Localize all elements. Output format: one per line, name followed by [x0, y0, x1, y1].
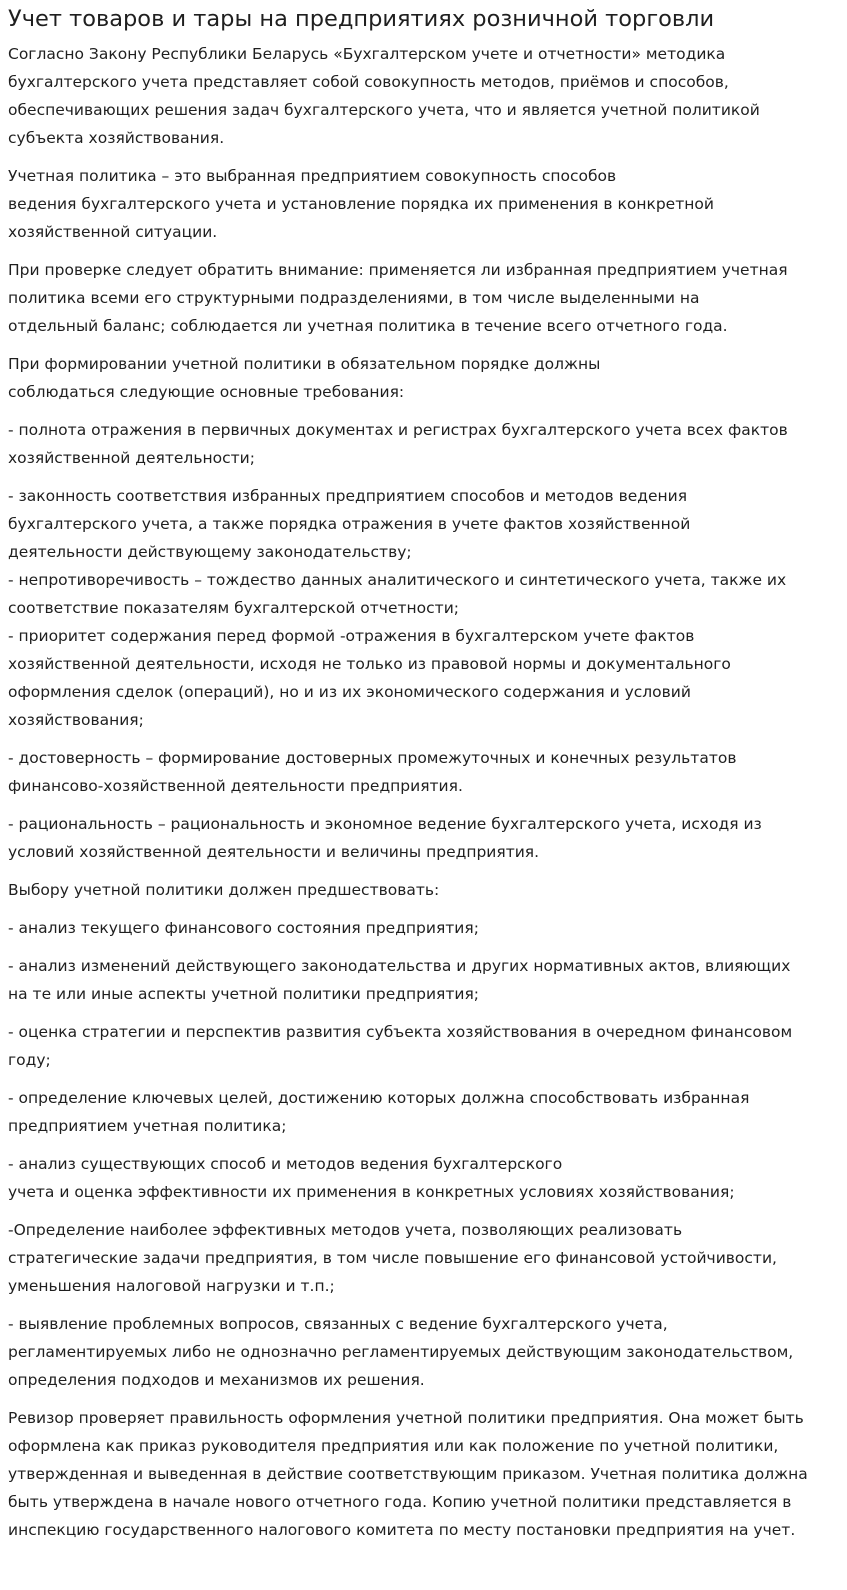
paragraph-line: ведения бухгалтерского учета и установление порядка их применения в конкретной	[8, 195, 714, 213]
document-body	[8, 40, 839, 1544]
paragraph-line: оформления сделок (операций), но и из их экономического содержания и условий	[8, 683, 691, 701]
paragraph-line: инспекцию государственного налогового комитета по месту постановки предприятия на учет.	[8, 1521, 796, 1539]
paragraph	[8, 1404, 839, 1544]
paragraph-line: уменьшения налоговой нагрузки и т.п.;	[8, 1277, 335, 1295]
paragraph-line: Ревизор проверяет правильность оформления учетной политики предприятия. Она может быть	[8, 1409, 804, 1427]
paragraph-line: - достоверность – формирование достоверных промежуточных и конечных результатов	[8, 749, 737, 767]
page-title: Учет товаров и тары на предприятиях розничной торговли	[8, 6, 715, 32]
paragraph	[8, 416, 839, 472]
paragraph	[8, 1310, 839, 1394]
paragraph	[8, 810, 839, 866]
paragraph-line: - рациональность – рациональность и экономное ведение бухгалтерского учета, исходя из	[8, 815, 762, 833]
paragraph	[8, 952, 839, 1008]
paragraph-line: быть утверждена в начале нового отчетного года. Копию учетной политики представляется в	[8, 1493, 792, 1511]
paragraph-line: - анализ изменений действующего законодательства и других нормативных актов, влияющих	[8, 957, 791, 975]
paragraph-line: финансово-хозяйственной деятельности предприятия.	[8, 777, 463, 795]
paragraph-line: обеспечивающих решения задач бухгалтерского учета, что и является учетной политикой	[8, 101, 760, 119]
paragraph	[8, 876, 839, 904]
paragraph	[8, 1018, 839, 1074]
paragraph-line: хозяйственной деятельности;	[8, 449, 255, 467]
paragraph-line: деятельности действующему законодательству;	[8, 543, 412, 561]
paragraph-line: соответствие показателям бухгалтерской отчетности;	[8, 599, 459, 617]
paragraph-line: субъекта хозяйствования.	[8, 129, 225, 147]
paragraph-line: При проверке следует обратить внимание: применяется ли избранная предприятием учетная	[8, 261, 788, 279]
paragraph-line: регламентируемых либо не однозначно регламентируемых действующим законодательством,	[8, 1343, 794, 1361]
paragraph-line: - полнота отражения в первичных документах и регистрах бухгалтерского учета всех фактов	[8, 421, 788, 439]
paragraph-line: соблюдаться следующие основные требования:	[8, 383, 405, 401]
paragraph	[8, 482, 839, 734]
paragraph-line: хозяйственной деятельности, исходя не только из правовой нормы и документального	[8, 655, 731, 673]
paragraph	[8, 350, 839, 406]
paragraph-line: хозяйствования;	[8, 711, 144, 729]
paragraph-line: учета и оценка эффективности их применения в конкретных условиях хозяйствования;	[8, 1183, 735, 1201]
paragraph-line: - выявление проблемных вопросов, связанных с ведение бухгалтерского учета,	[8, 1315, 668, 1333]
paragraph-line: - анализ существующих способ и методов ведения бухгалтерского	[8, 1155, 563, 1173]
paragraph-line: - непротиворечивость – тождество данных аналитического и синтетического учета, также их	[8, 571, 787, 589]
paragraph	[8, 1084, 839, 1140]
paragraph	[8, 1216, 839, 1300]
paragraph-line: - приоритет содержания перед формой -отражения в бухгалтерском учете фактов	[8, 627, 695, 645]
paragraph-line: оформлена как приказ руководителя предприятия или как положение по учетной политики,	[8, 1437, 779, 1455]
paragraph	[8, 744, 839, 800]
paragraph	[8, 162, 839, 246]
paragraph-line: отдельный баланс; соблюдается ли учетная политика в течение всего отчетного года.	[8, 317, 728, 335]
paragraph-line: бухгалтерского учета, а также порядка отражения в учете фактов хозяйственной	[8, 515, 691, 533]
paragraph-line: - определение ключевых целей, достижению которых должна способствовать избранная	[8, 1089, 750, 1107]
paragraph-line: бухгалтерского учета представляет собой совокупность методов, приёмов и способов,	[8, 73, 729, 91]
paragraph-line: Согласно Закону Республики Беларусь «Бухгалтерском учете и отчетности» методика	[8, 45, 726, 63]
paragraph-line: политика всеми его структурными подразделениями, в том числе выделенными на	[8, 289, 700, 307]
paragraph	[8, 256, 839, 340]
paragraph-line: году;	[8, 1051, 51, 1069]
paragraph-line: Учетная политика – это выбранная предприятием совокупность способов	[8, 167, 617, 185]
paragraph-line: - законность соответствия избранных предприятием способов и методов ведения	[8, 487, 688, 505]
paragraph-line: условий хозяйственной деятельности и величины предприятия.	[8, 843, 540, 861]
paragraph-line: При формировании учетной политики в обязательном порядке должны	[8, 355, 601, 373]
paragraph-line: - оценка стратегии и перспектив развития субъекта хозяйствования в очередном финансовом	[8, 1023, 793, 1041]
paragraph	[8, 1150, 839, 1206]
paragraph-line: Выбору учетной политики должен предшествовать:	[8, 881, 440, 899]
paragraph-line: -Определение наиболее эффективных методов учета, позволяющих реализовать	[8, 1221, 683, 1239]
paragraph-line: хозяйственной ситуации.	[8, 223, 218, 241]
paragraph-line: на те или иные аспекты учетной политики предприятия;	[8, 985, 480, 1003]
paragraph-line: определения подходов и механизмов их решения.	[8, 1371, 425, 1389]
paragraph-line: стратегические задачи предприятия, в том числе повышение его финансовой устойчивости,	[8, 1249, 777, 1267]
paragraph	[8, 914, 839, 942]
paragraph-line: утвержденная и выведенная в действие соответствующим приказом. Учетная политика должна	[8, 1465, 808, 1483]
paragraph	[8, 40, 839, 152]
paragraph-line: - анализ текущего финансового состояния предприятия;	[8, 919, 479, 937]
paragraph-line: предприятием учетная политика;	[8, 1117, 287, 1135]
